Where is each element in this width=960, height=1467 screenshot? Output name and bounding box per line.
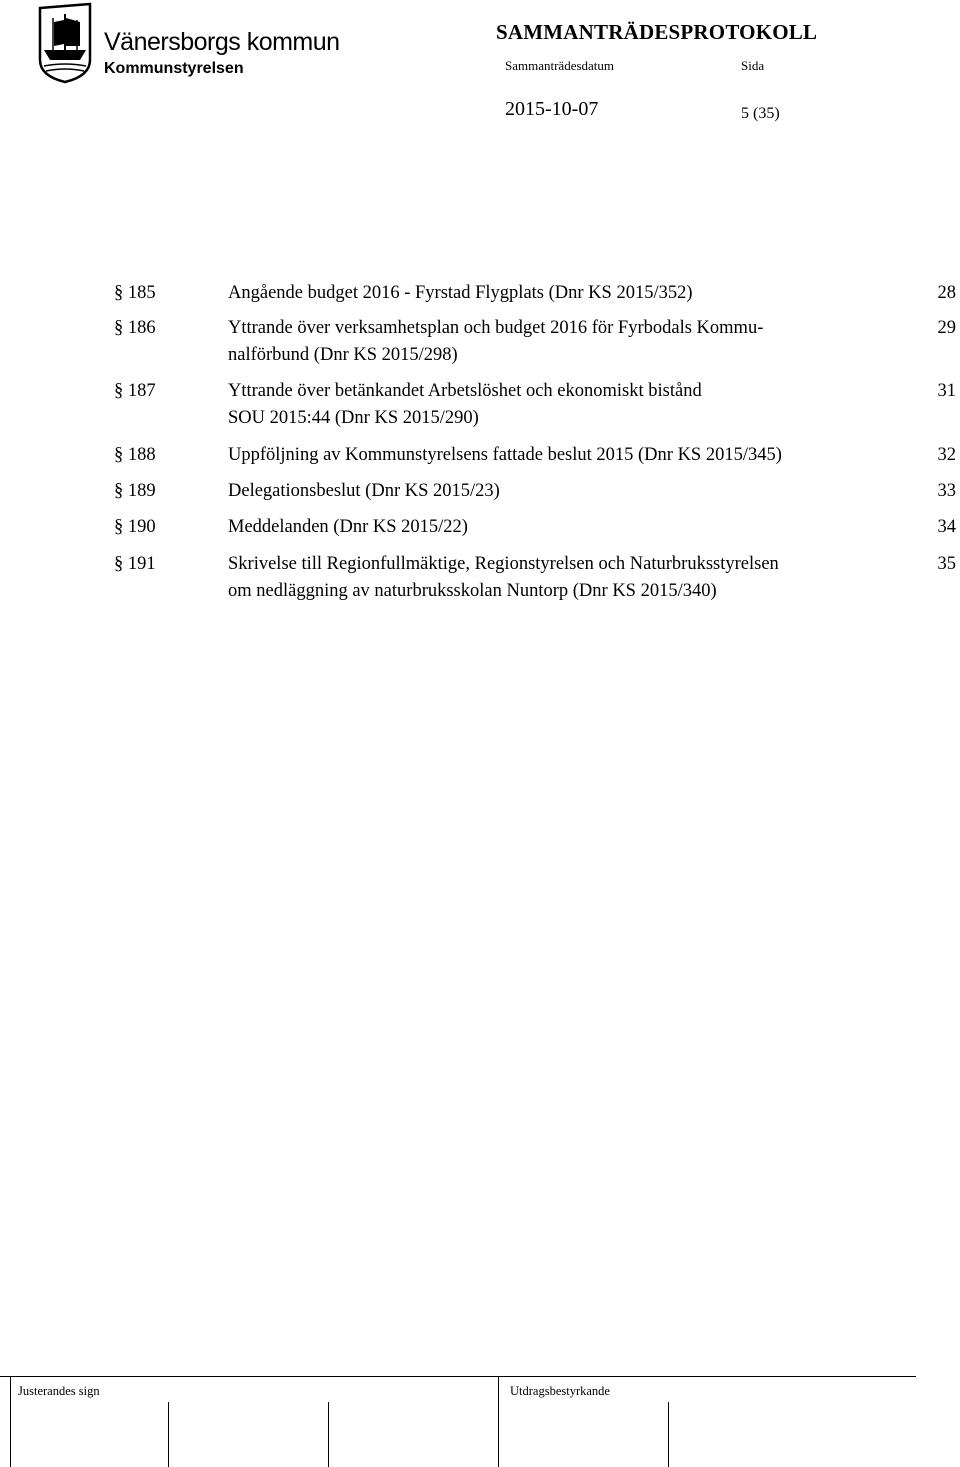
entry-page-number: 28 <box>937 283 956 303</box>
entry-title-line: Meddelanden (Dnr KS 2015/22) <box>228 517 468 537</box>
page-header <box>0 0 960 140</box>
meeting-date: 2015-10-07 <box>505 98 599 120</box>
ship-crest-icon <box>36 2 94 84</box>
footer-divider <box>10 1376 11 1467</box>
page-number: 5 (35) <box>741 105 780 122</box>
entry-title-line: Yttrande över verksamhetsplan och budget 2016 för Fyrbodals Kommu- <box>228 318 764 338</box>
entry-title-line: Skrivelse till Regionfullmäktige, Regionstyrelsen och Naturbruksstyrelsen <box>228 554 779 574</box>
entry-page-number: 33 <box>937 481 956 501</box>
entry-title-line: nalförbund (Dnr KS 2015/298) <box>228 345 458 365</box>
footer-divider <box>498 1376 499 1467</box>
footer-top-rule <box>0 1376 916 1377</box>
entry-title-line: SOU 2015:44 (Dnr KS 2015/290) <box>228 408 479 428</box>
entry-title-line: om nedläggning av naturbruksskolan Nuntorp (Dnr KS 2015/340) <box>228 581 717 601</box>
section-number: § 187 <box>114 381 156 401</box>
section-number: § 190 <box>114 517 156 537</box>
signature-divider <box>668 1402 669 1467</box>
document-type: SAMMANTRÄDESPROTOKOLL <box>496 20 818 44</box>
signature-footer <box>0 1376 960 1467</box>
utdragsbestyrkande-label: Utdragsbestyrkande <box>510 1384 610 1398</box>
meeting-date-label: Sammanträdesdatum <box>505 58 615 73</box>
justerandes-sign-label: Justerandes sign <box>18 1384 100 1398</box>
organization-unit: Kommunstyrelsen <box>104 60 244 77</box>
entry-title-line: Angående budget 2016 - Fyrstad Flygplats (Dnr KS 2015/352) <box>228 283 693 303</box>
organization-name: Vänersborgs kommun <box>104 28 340 56</box>
entry-title <box>228 378 908 432</box>
entry-title <box>228 551 908 605</box>
page-label: Sida <box>741 58 765 73</box>
section-number: § 188 <box>114 445 156 465</box>
signature-divider <box>168 1402 169 1467</box>
section-number: § 186 <box>114 318 156 338</box>
entry-page-number: 35 <box>937 554 956 574</box>
entry-title <box>228 280 908 307</box>
entry-page-number: 34 <box>937 517 956 537</box>
signature-divider <box>328 1402 329 1467</box>
section-number: § 191 <box>114 554 156 574</box>
entry-title <box>228 442 908 469</box>
entry-title <box>228 478 908 505</box>
section-number: § 185 <box>114 283 156 303</box>
entry-page-number: 29 <box>937 318 956 338</box>
entry-page-number: 32 <box>937 445 956 465</box>
section-number: § 189 <box>114 481 156 501</box>
entry-title-line: Uppföljning av Kommunstyrelsens fattade beslut 2015 (Dnr KS 2015/345) <box>228 445 782 465</box>
entry-page-number: 31 <box>937 381 956 401</box>
entry-title <box>228 315 908 369</box>
entry-title <box>228 514 908 541</box>
entry-title-line: Yttrande över betänkandet Arbetslöshet och ekonomiskt bistånd <box>228 381 702 401</box>
entry-title-line: Delegationsbeslut (Dnr KS 2015/23) <box>228 481 500 501</box>
